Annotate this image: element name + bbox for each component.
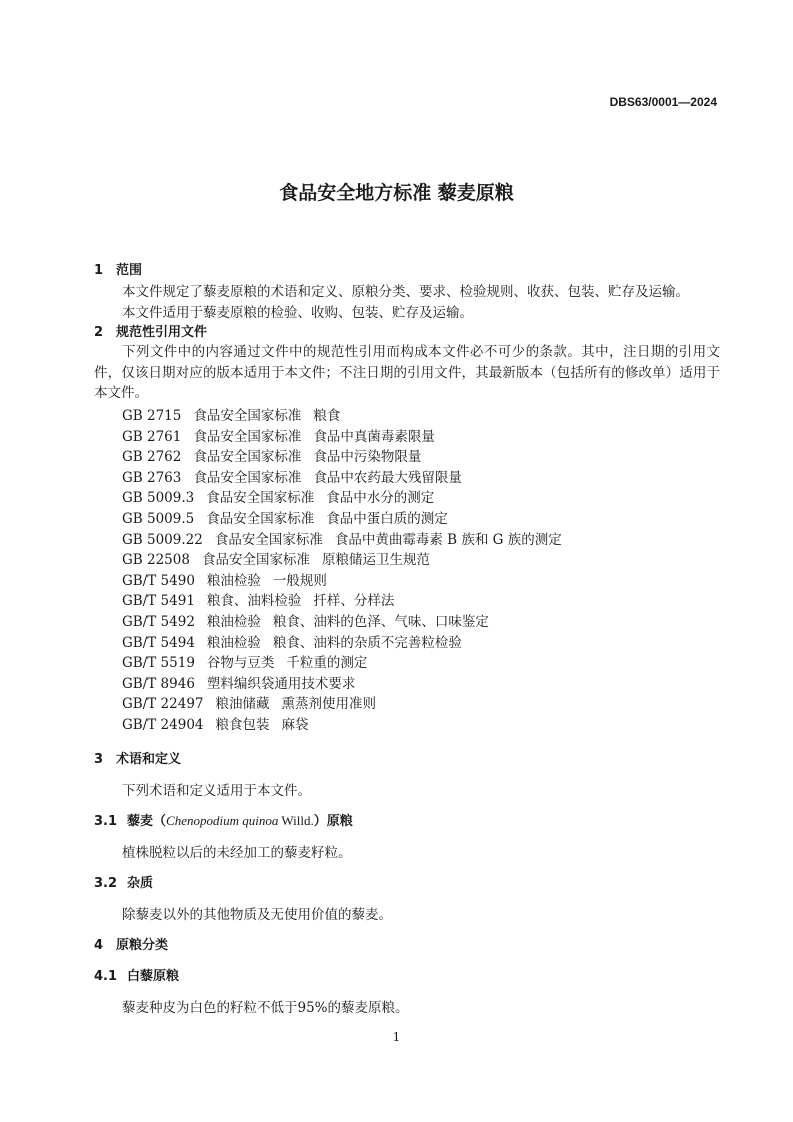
scope-paragraph-1: 本文件规定了藜麦原粮的术语和定义、原粮分类、要求、检验规则、收获、包装、贮存及运输。 bbox=[122, 284, 689, 300]
subsection-4-1-text: 藜麦种皮为白色的籽粒不低于95%的藜麦原粮。 bbox=[122, 1000, 409, 1016]
reference-title-part: 粮食、油料检验 bbox=[206, 593, 302, 610]
page-number: 1 bbox=[392, 1030, 401, 1044]
reference-code: GB/T 5494 bbox=[122, 634, 195, 651]
reference-title-part: 粮食 bbox=[313, 408, 341, 424]
reference-title-part: 食品安全国家标准 bbox=[193, 428, 302, 445]
term-3-1-definition: 植株脱粒以后的未经加工的藜麦籽粒。 bbox=[122, 845, 352, 861]
reference-code: GB 2761 bbox=[122, 428, 182, 445]
reference-item bbox=[122, 528, 562, 548]
section-number: 1 bbox=[94, 263, 104, 278]
reference-item bbox=[122, 425, 435, 445]
term-3-1-heading bbox=[94, 810, 353, 829]
reference-title-part: 食品中真菌毒素限量 bbox=[313, 428, 435, 445]
scope-paragraph-2: 本文件适用于藜麦原粮的检验、收购、包装、贮存及运输。 bbox=[122, 305, 473, 321]
section-title: 规范性引用文件 bbox=[116, 325, 208, 340]
reference-title-part: 粮油储藏 bbox=[215, 696, 270, 713]
reference-item bbox=[122, 486, 434, 506]
reference-code: GB 5009.3 bbox=[122, 490, 195, 507]
reference-item bbox=[122, 672, 355, 692]
paren-open: （ bbox=[153, 814, 167, 829]
subsection-4-1-heading bbox=[94, 965, 179, 984]
reference-item bbox=[122, 507, 448, 527]
term-3-2-definition: 除藜麦以外的其他物质及无使用价值的藜麦。 bbox=[122, 907, 392, 923]
terms-intro: 下列术语和定义适用于本文件。 bbox=[122, 783, 311, 799]
section-title: 原粮分类 bbox=[116, 938, 169, 953]
reference-item bbox=[122, 445, 421, 465]
reference-code: GB/T 24904 bbox=[122, 717, 204, 733]
reference-title-part: 粮油检验 bbox=[206, 614, 261, 630]
section-title: 术语和定义 bbox=[116, 752, 182, 767]
reference-title-part: 食品中污染物限量 bbox=[313, 449, 422, 466]
document-title: 食品安全地方标准 藜麦原粮 bbox=[279, 182, 514, 204]
reference-title-part: 食品安全国家标准 bbox=[193, 469, 302, 486]
section-2-heading bbox=[94, 321, 207, 340]
subsection-title: 白藜原粮 bbox=[127, 969, 180, 984]
reference-title-part: 熏蒸剂使用准则 bbox=[281, 696, 376, 713]
reference-code: GB/T 5491 bbox=[122, 593, 195, 610]
reference-item bbox=[122, 466, 462, 486]
reference-title-part: 谷物与豆类 bbox=[206, 655, 275, 672]
reference-title-part: 原粮储运卫生规范 bbox=[321, 552, 430, 569]
reference-code: GB 2762 bbox=[122, 449, 182, 466]
author-abbrev: Willd. bbox=[278, 813, 314, 828]
reference-title-part: 千粒重的测定 bbox=[286, 655, 368, 672]
reference-title-part: 食品中蛋白质的测定 bbox=[326, 511, 448, 527]
section-title: 范围 bbox=[116, 263, 143, 278]
references-intro-paragraph: 下列文件中的内容通过文件中的规范性引用而构成本文件必不可少的条款。其中，注日期的引用文件，仅该日期对应的版本适用于本文件；不注日期的引用文件，其最新版本（包括所有的修改单）适用于本文件。 bbox=[94, 344, 720, 401]
section-number: 4 bbox=[94, 938, 104, 953]
reference-title-part: 粮油检验 bbox=[206, 634, 261, 651]
reference-title-part: 粮食、油料的色泽、气味、口味鉴定 bbox=[272, 614, 489, 630]
reference-item bbox=[122, 713, 309, 733]
reference-item bbox=[122, 404, 340, 424]
scientific-name: Chenopodium quinoa bbox=[166, 813, 279, 828]
reference-item bbox=[122, 589, 394, 609]
reference-code: GB 2715 bbox=[122, 408, 182, 424]
standard-number: DBS63/0001—2024 bbox=[609, 95, 717, 109]
reference-item bbox=[122, 692, 376, 712]
reference-title-part: 一般规则 bbox=[272, 572, 327, 589]
term-3-2-heading bbox=[94, 872, 153, 891]
reference-title-part: 塑料编织袋通用技术要求 bbox=[206, 675, 356, 692]
reference-title-part: 粮食、油料的杂质不完善粒检验 bbox=[272, 634, 462, 651]
reference-code: GB 2763 bbox=[122, 469, 182, 486]
reference-item bbox=[122, 569, 327, 589]
reference-code: GB 22508 bbox=[122, 552, 190, 569]
reference-title-part: 食品安全国家标准 bbox=[193, 449, 302, 466]
reference-title-part: 食品安全国家标准 bbox=[193, 408, 302, 424]
reference-title-part: 食品安全国家标准 bbox=[206, 511, 315, 527]
term-number: 3.1 bbox=[94, 814, 118, 829]
reference-item bbox=[122, 548, 430, 568]
reference-title-part: 食品安全国家标准 bbox=[201, 552, 310, 569]
term-number: 3.2 bbox=[94, 876, 118, 891]
term-suffix: ）原粮 bbox=[313, 814, 353, 829]
reference-title-part: 食品安全国家标准 bbox=[214, 531, 323, 548]
reference-title-part: 扦样、分样法 bbox=[313, 593, 395, 610]
section-number: 2 bbox=[94, 325, 104, 340]
reference-title-part: 食品中水分的测定 bbox=[326, 490, 435, 507]
reference-item bbox=[122, 610, 489, 630]
reference-title-part: 麻袋 bbox=[281, 717, 309, 733]
reference-title-part: 粮油检验 bbox=[206, 572, 261, 589]
reference-title-part: 食品中黄曲霉毒素 B 族和 G 族的测定 bbox=[334, 531, 562, 548]
reference-code: GB/T 5490 bbox=[122, 572, 195, 589]
reference-code: GB 5009.22 bbox=[122, 531, 203, 548]
reference-title-part: 粮食包装 bbox=[215, 717, 270, 733]
reference-code: GB/T 5492 bbox=[122, 614, 195, 630]
reference-code: GB/T 8946 bbox=[122, 675, 195, 692]
reference-title-part: 食品中农药最大残留限量 bbox=[313, 469, 462, 486]
section-4-heading bbox=[94, 934, 168, 953]
reference-code: GB/T 5519 bbox=[122, 655, 195, 672]
section-3-heading bbox=[94, 748, 181, 767]
reference-code: GB/T 22497 bbox=[122, 696, 204, 713]
reference-title-part: 食品安全国家标准 bbox=[206, 490, 315, 507]
reference-item bbox=[122, 651, 367, 671]
term-name: 杂质 bbox=[127, 876, 154, 891]
subsection-number: 4.1 bbox=[94, 969, 118, 984]
term-name: 藜麦 bbox=[127, 814, 154, 829]
reference-item bbox=[122, 631, 462, 651]
reference-code: GB 5009.5 bbox=[122, 511, 195, 527]
section-1-heading bbox=[94, 259, 142, 278]
section-number: 3 bbox=[94, 752, 104, 767]
